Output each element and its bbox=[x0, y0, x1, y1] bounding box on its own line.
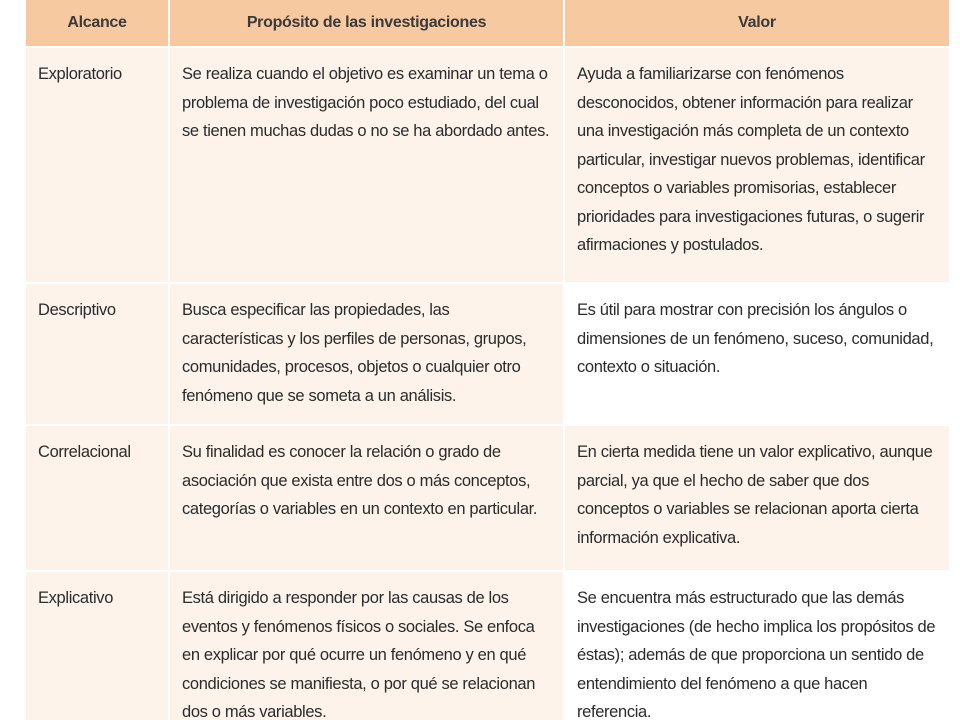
valor-text: Se encuentra más estructurado que las demás investigaciones (de hecho implica los propósitos de éstas); además de que proporciona un sentido de entendimiento del fenómeno a que hacen referencia. bbox=[577, 589, 936, 720]
proposito-text: Su finalidad es conocer la relación o grado de asociación que exista entre dos o más conceptos, categorías o variables en un contexto en particular. bbox=[182, 443, 538, 518]
cell-valor bbox=[564, 283, 949, 425]
cell-valor bbox=[564, 425, 949, 571]
table-row bbox=[26, 283, 949, 425]
cell-valor bbox=[564, 47, 949, 283]
proposito-text: Se realiza cuando el objetivo es examinar un tema o problema de investigación poco estudiado, del cual se tienen muchas dudas o no se ha abordado antes. bbox=[182, 65, 550, 140]
cell-alcance bbox=[26, 47, 169, 283]
valor-text: Es útil para mostrar con precisión los ángulos o dimensiones de un fenómeno, suceso, comunidad, contexto o situación. bbox=[577, 301, 934, 376]
cell-alcance bbox=[26, 571, 169, 720]
cell-proposito bbox=[169, 571, 564, 720]
alcance-text: Exploratorio bbox=[38, 65, 122, 83]
valor-text: Ayuda a familiarizarse con fenómenos desconocidos, obtener información para realizar una investigación más completa de un contexto particular, investigar nuevos problemas, identificar conceptos o variables promisorias, establecer prioridades para investigaciones futuras, o sugerir afirmaciones y postulados. bbox=[577, 65, 925, 254]
research-scope-table bbox=[26, 0, 949, 720]
cell-alcance bbox=[26, 283, 169, 425]
alcance-text: Correlacional bbox=[38, 443, 131, 461]
valor-text: En cierta medida tiene un valor explicativo, aunque parcial, ya que el hecho de saber que dos conceptos o variables se relacionan aporta cierta información explicativa. bbox=[577, 443, 933, 547]
cell-alcance bbox=[26, 425, 169, 571]
cell-valor bbox=[564, 571, 949, 720]
header-alcance: Alcance bbox=[26, 0, 169, 47]
header-proposito: Propósito de las investigaciones bbox=[169, 0, 564, 47]
header-valor: Valor bbox=[564, 0, 949, 47]
proposito-text: Busca especificar las propiedades, las características y los perfiles de personas, grupos, comunidades, procesos, objetos o cualquier otro fenómeno que se someta a un análisis. bbox=[182, 301, 527, 405]
table-row bbox=[26, 425, 949, 571]
alcance-text: Explicativo bbox=[38, 589, 114, 607]
cell-proposito bbox=[169, 283, 564, 425]
table-row bbox=[26, 571, 949, 720]
header-row bbox=[26, 0, 949, 47]
cell-proposito bbox=[169, 47, 564, 283]
cell-proposito bbox=[169, 425, 564, 571]
table-row bbox=[26, 47, 949, 283]
alcance-text: Descriptivo bbox=[38, 301, 116, 319]
proposito-text: Está dirigido a responder por las causas de los eventos y fenómenos físicos o sociales. Se enfoca en explicar por qué ocurre un fenómeno y en qué condiciones se manifiesta, o por qué se relacionan dos o más variables. bbox=[182, 589, 536, 720]
